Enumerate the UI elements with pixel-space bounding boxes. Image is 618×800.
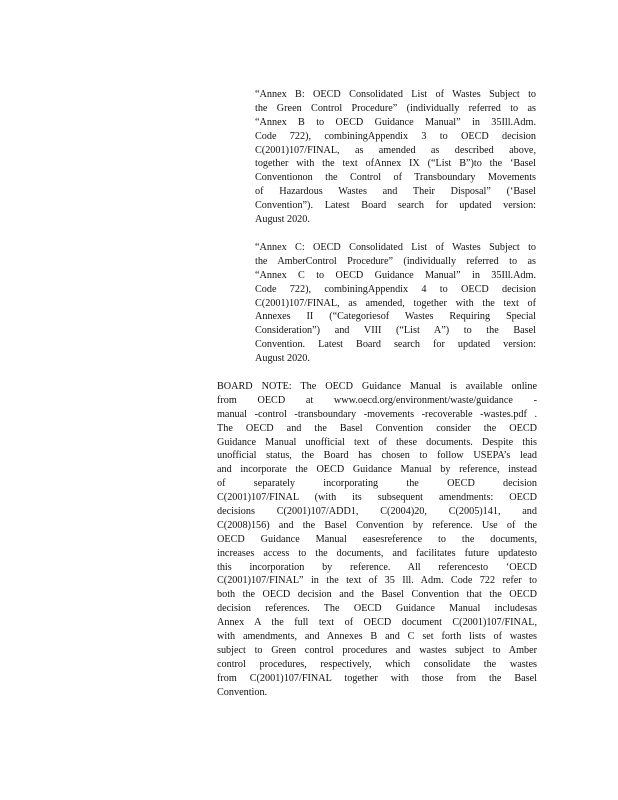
board-note-paragraph	[217, 380, 537, 699]
text-line: of separately incorporating the OECD decision	[217, 478, 537, 490]
text-line: the Green Control Procedure” (individually referred to as	[255, 102, 536, 114]
text-line: C(2001)107/FINAL (with its subsequent amendments: OECD	[217, 492, 537, 504]
text-line: Guidance Manual unofficial text of these documents. Despite this	[217, 436, 537, 448]
text-line: this incorporation by reference. All referencesto ‘OECD	[217, 561, 537, 573]
text-line: “Annex B to OECD Guidance Manual” in 35Ill.Adm.	[255, 116, 536, 128]
text-line: Conventionon the Control of Transboundary Movements	[255, 172, 536, 184]
text-line: C(2001)107/FINAL, as amended, together with the text of	[255, 297, 536, 309]
text-line: from OECD at www.oecd.org/environment/waste/guidance -	[217, 394, 537, 406]
text-line: decisions C(2001)107/ADD1, C(2004)20, C(2005)141, and	[217, 506, 537, 518]
text-line: August 2020.	[255, 214, 310, 226]
text-line: Convention.	[217, 686, 268, 698]
text-line: Code 722), combiningAppendix 4 to OECD decision	[255, 283, 536, 295]
text-line: C(2001)107/FINAL, as amended as described above,	[255, 144, 536, 156]
annex-c-paragraph	[255, 241, 536, 366]
annex-b-paragraph	[255, 88, 536, 227]
text-line: C(2008)156) and the Basel Convention by reference. Use of the	[217, 519, 537, 531]
text-line: from C(2001)107/FINAL together with those from the Basel	[217, 672, 537, 684]
text-line: Code 722), combiningAppendix 3 to OECD decision	[255, 130, 536, 142]
text-line: August 2020.	[255, 353, 310, 365]
text-line: “Annex B: OECD Consolidated List of Wastes Subject to	[255, 89, 536, 100]
text-line: C(2001)107/FINAL” in the text of 35 Ill. Adm. Code 722 refer to	[217, 575, 537, 587]
text-line: “Annex C: OECD Consolidated List of Wastes Subject to	[255, 242, 536, 253]
text-line: Convention”). Latest Board search for updated version:	[255, 200, 536, 212]
text-line: increases access to the documents, and facilitates future updatesto	[217, 547, 537, 559]
text-line: Convention. Latest Board search for updated version:	[255, 339, 536, 351]
text-line: The OECD and the Basel Convention consider the OECD	[217, 422, 537, 434]
text-line: subject to Green control procedures and wastes subject to Amber	[217, 644, 537, 656]
text-line: together with the text ofAnnex IX (“List B”)to the ‘Basel	[255, 158, 536, 170]
text-line: manual -control -transboundary -movements -recoverable -wastes.pdf .	[217, 408, 537, 420]
text-line: Consideration”) and VIII (“List A”) to the Basel	[255, 325, 536, 337]
text-line: Annexes II (“Categoriesof Wastes Requiring Special	[255, 311, 536, 323]
text-line: Annex A the full text of OECD document C(2001)107/FINAL,	[217, 617, 537, 629]
text-line: with amendments, and Annexes B and C set forth lists of wastes	[217, 631, 537, 643]
text-line: unofficial status, the Board has chosen to follow USEPA’s lead	[217, 450, 537, 462]
text-line: “Annex C to OECD Guidance Manual” in 35Ill.Adm.	[255, 269, 536, 281]
text-line: decision references. The OECD Guidance Manual includesas	[217, 603, 537, 615]
text-line: both the OECD decision and the Basel Convention that the OECD	[217, 589, 537, 601]
text-line: OECD Guidance Manual easesreference to the documents,	[217, 533, 537, 545]
text-line: BOARD NOTE: The OECD Guidance Manual is available online	[217, 381, 537, 392]
text-line: control procedures, respectively, which consolidate the wastes	[217, 658, 537, 670]
text-line: and incorporate the OECD Guidance Manual by reference, instead	[217, 464, 537, 476]
text-line: the AmberControl Procedure” (individually referred to as	[255, 255, 536, 267]
text-line: of Hazardous Wastes and Their Disposal” (‘Basel	[255, 186, 536, 198]
